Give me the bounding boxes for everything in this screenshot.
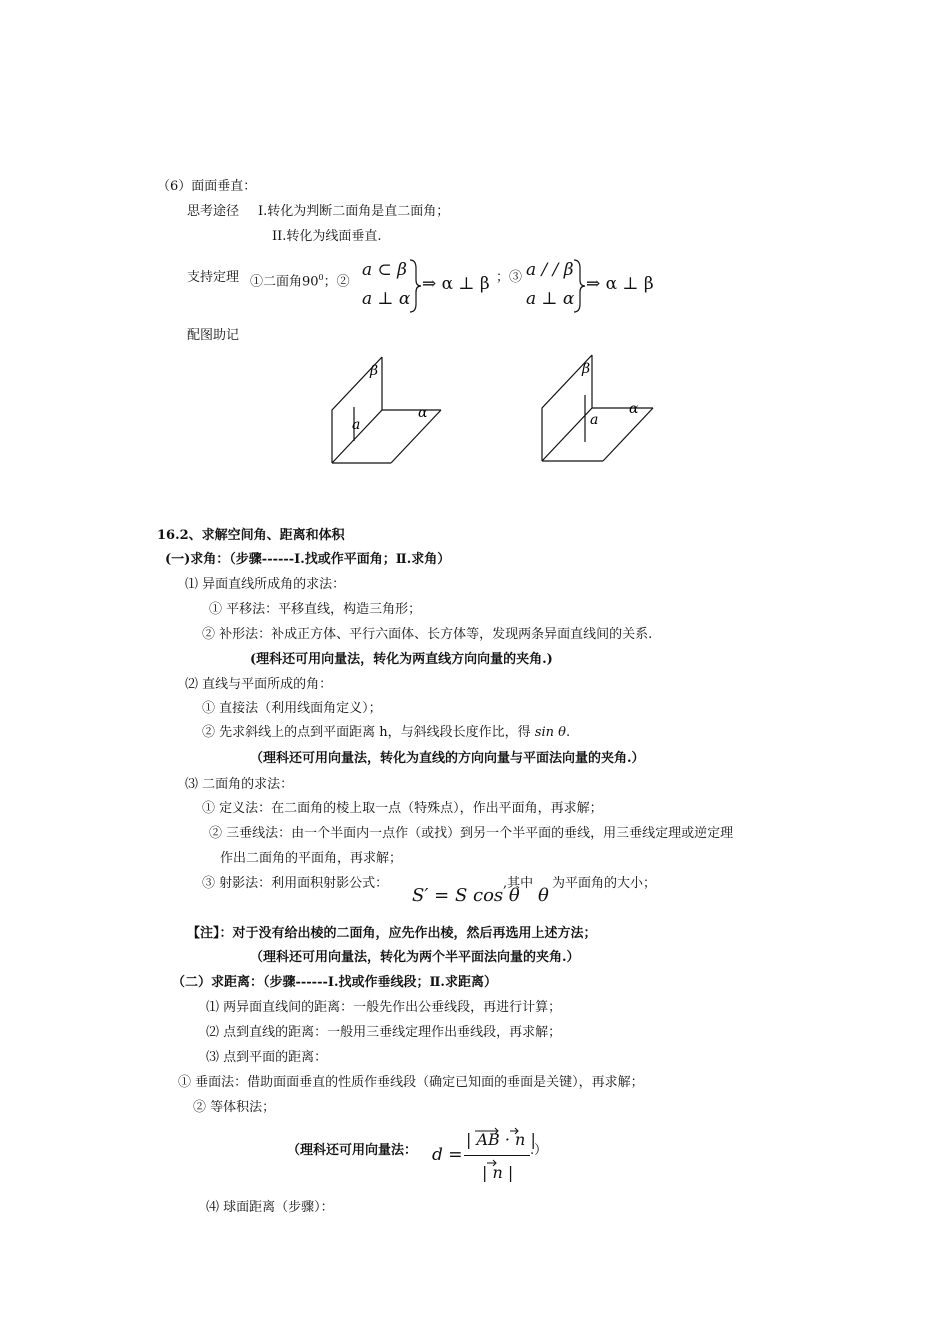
p2-3c: （理科还可用向量法：: [287, 1143, 418, 1158]
vector-arrow-n: [484, 1158, 504, 1168]
theorem-1: ①二面角$90^0$；②: [250, 273, 350, 290]
p1-2c: （理科还可用向量法，转化为直线的方向向量与平面法向量的夹角.）: [250, 751, 645, 766]
p1-3c: ③ 射影法：利用面积射影公式：: [202, 876, 389, 891]
theorem-3-line2: a ⊥ α: [526, 289, 575, 309]
p2-3a: ① 垂面法：借助面面垂直的性质作垂线段（确定已知面的垂面是关键），再求解；: [178, 1075, 644, 1090]
fig2-alpha: α: [629, 401, 639, 417]
fig2-beta: β: [582, 361, 591, 377]
theorem-3-result: ⇒ α ⊥ β: [586, 274, 654, 294]
p1-3b: ② 三垂线法：由一个半面内一点作（或找）到另一个半平面的垂线，用三垂线定理或逆定理: [209, 826, 734, 841]
note-2: （理科还可用向量法，转化为两个半平面法向量的夹角.）: [250, 950, 580, 965]
fig2-a: a: [590, 412, 599, 428]
p2-3c-d: d =: [432, 1145, 463, 1165]
figure-2-diagram: [538, 353, 668, 463]
path-2: II.转化为线面垂直.: [272, 229, 382, 244]
p2-3: ⑶ 点到平面的距离：: [206, 1050, 328, 1065]
fig1-alpha: α: [418, 405, 428, 421]
p2-3c-end: .）: [530, 1143, 548, 1158]
part-1-heading: (一)求角：（步骤------Ⅰ.找或作平面角；Ⅱ.求角）: [165, 552, 451, 567]
section-6-title: （6）面面垂直：: [157, 179, 257, 194]
p1-3c-math: S′ = S cos θ: [412, 885, 520, 906]
theorem-3-line1: a / / β: [526, 260, 574, 280]
p2-3b: ② 等体积法；: [193, 1100, 276, 1115]
figure-label: 配图助记: [187, 328, 240, 343]
fig1-a: a: [352, 417, 361, 433]
p1-2b: ② 先求斜线上的点到平面距离 h，与斜线段长度作比，得 sin θ.: [202, 725, 571, 740]
path-label: 思考途径: [187, 204, 240, 219]
p1-1b: ② 补形法：补成正方体、平行六面体、长方体等，发现两条异面直线间的关系.: [202, 627, 653, 642]
path-1: I.转化为判断二面角是直二面角；: [258, 204, 450, 219]
p2-1: ⑴ 两异面直线间的距离：一般先作出公垂线段，再进行计算；: [206, 1000, 562, 1015]
theorem-2-line1: a ⊂ β: [362, 260, 408, 280]
p1-3: ⑶ 二面角的求法：: [185, 777, 294, 792]
vector-arrows: [472, 1126, 532, 1136]
p1-1c: (理科还可用向量法，转化为两直线方向向量的夹角.): [250, 652, 553, 667]
fig1-beta: β: [370, 363, 379, 379]
p1-2a: ① 直接法（利用线面角定义）；: [202, 701, 382, 716]
p2-3c-denominator: | n |: [482, 1163, 514, 1182]
figure-1-diagram: [328, 355, 458, 465]
p1-1a: ① 平移法：平移直线，构造三角形；: [209, 602, 422, 617]
p1-3a: ① 定义法：在二面角的棱上取一点（特殊点），作出平面角，再求解；: [202, 801, 603, 816]
p2-2: ⑵ 点到直线的距离：一般用三垂线定理作出垂线段，再求解；: [206, 1025, 562, 1040]
p1-3c-mid: ,其中: [503, 876, 534, 891]
note: 【注】：对于没有给出棱的二面角，应先作出棱，然后再选用上述方法；: [187, 926, 597, 941]
theorem-sep2: ；③: [496, 270, 523, 285]
p1-3c-theta: θ: [538, 885, 549, 906]
p1-1: ⑴ 异面直线所成角的求法：: [185, 577, 346, 592]
p2-4: ⑷ 球面距离（步骤）：: [206, 1200, 334, 1215]
fraction-bar: [464, 1155, 530, 1156]
theorem-label: 支持定理: [187, 270, 240, 285]
theorem-2-line2: a ⊥ α: [362, 289, 411, 309]
theorem-2-result: ⇒ α ⊥ β: [422, 274, 490, 294]
p2-3c-numerator: | AB · n |: [466, 1130, 536, 1149]
p1-3b2: 作出二面角的平面角，再求解；: [220, 851, 403, 866]
part-2-heading: （二）求距离：（步骤------Ⅰ.找或作垂线段；Ⅱ.求距离）: [172, 975, 497, 990]
p1-2: ⑵ 直线与平面所成的角：: [185, 677, 333, 692]
p1-3c-end: 为平面角的大小；: [552, 876, 657, 891]
section-16-2-heading: 16.2、求解空间角、距离和体积: [157, 528, 345, 543]
